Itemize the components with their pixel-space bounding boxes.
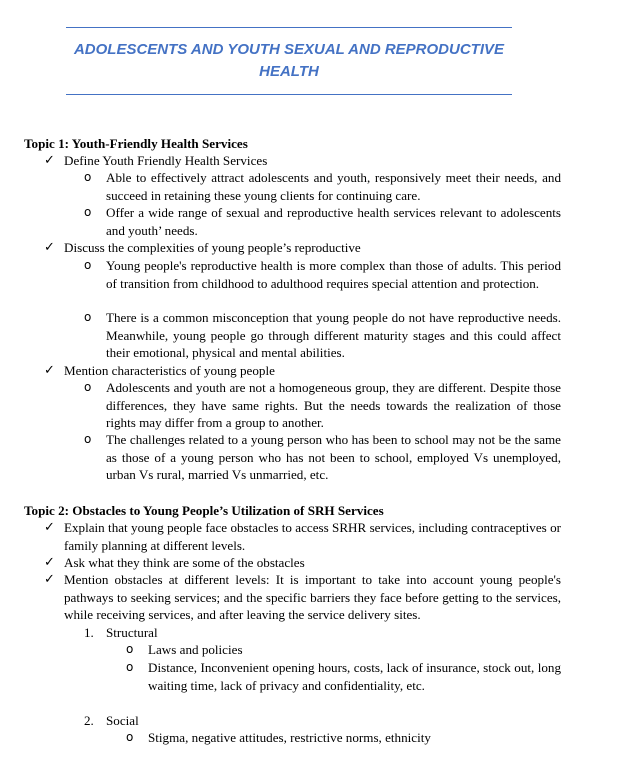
circle-bullet-icon: o [84,258,92,272]
topic-1-item-2-sub-2: o There is a common misconception that young people do not have reproductive needs. Meanwhile, young people go through different maturity stages and this could affect their emotional, physical and mental abilities. [84,310,561,361]
topic-1-item-3-sub-2: o The challenges related to a young person who has been to school may not be the same as those of a young person who has not been to school, employed Vs unemployed, urban Vs rural, married Vs unmarried, etc. [84,432,561,483]
topic-1-item-1-sub-2: o Offer a wide range of sexual and reproductive health services relevant to adolescents and youth’ needs. [84,205,561,238]
circle-bullet-icon: o [84,170,92,184]
obstacle-level-structural: 1. Structural [84,625,158,640]
circle-bullet-icon: o [84,205,92,219]
circle-bullet-icon: o [84,380,92,394]
document-title: ADOLESCENTS AND YOUTH SEXUAL AND REPRODUCTIVE HEALTH [73,41,505,80]
checkmark-icon: ✓ [44,240,55,255]
structural-sub-1: o Laws and policies [126,642,243,657]
list-number: 2. [84,713,94,728]
topic-2-item-2: ✓ Ask what they think are some of the obstacles [44,555,305,570]
title-top-rule [66,27,512,28]
circle-bullet-icon: o [84,310,92,324]
circle-bullet-icon: o [126,730,134,744]
topic-1-item-2-sub-1: o Young people's reproductive health is more complex than those of adults. This period of transition from childhood to adulthood requires special attention and protection. [84,258,561,291]
structural-sub-2: o Distance, Inconvenient opening hours, costs, lack of insurance, stock out, long waiting time, lack of privacy and confidentiality, etc. [126,660,561,693]
checkmark-icon: ✓ [44,572,55,587]
checkmark-icon: ✓ [44,520,55,535]
obstacle-level-social: 2. Social [84,713,139,728]
topic-1-item-3-sub-1: o Adolescents and youth are not a homogeneous group, they are different. Despite those differences, they have same rights. But the needs towards the realization of those rights may differ from a group to another. [84,380,561,431]
topic-1-item-2: ✓ Discuss the complexities of young people’s reproductive [44,240,361,255]
topic-2-item-3: ✓ Mention obstacles at different levels: It is important to take into account young people's pathways to seeking services; and the specific barriers they face before getting to the services, while receiving services, and after leaving the service delivery sites. [44,572,561,623]
checkmark-icon: ✓ [44,363,55,378]
circle-bullet-icon: o [84,432,92,446]
circle-bullet-icon: o [126,642,134,656]
social-sub-1: o Stigma, negative attitudes, restrictive norms, ethnicity [126,730,431,745]
checkmark-icon: ✓ [44,153,55,168]
topic-2-heading: Topic 2: Obstacles to Young People’s Utilization of SRH Services [24,503,384,518]
checkmark-icon: ✓ [44,555,55,570]
circle-bullet-icon: o [126,660,134,674]
topic-1-heading: Topic 1: Youth-Friendly Health Services [24,136,248,151]
topic-1-item-1-sub-1: o Able to effectively attract adolescents and youth, responsively meet their needs, and succeed in retaining these young clients for continuing care. [84,170,561,203]
title-bottom-rule [66,94,512,95]
topic-1-item-3: ✓ Mention characteristics of young people [44,363,275,378]
list-number: 1. [84,625,94,640]
topic-1-item-1: ✓ Define Youth Friendly Health Services [44,153,268,168]
topic-2-item-1: ✓ Explain that young people face obstacles to access SRHR services, including contraceptives or family planning at different levels. [44,520,561,553]
